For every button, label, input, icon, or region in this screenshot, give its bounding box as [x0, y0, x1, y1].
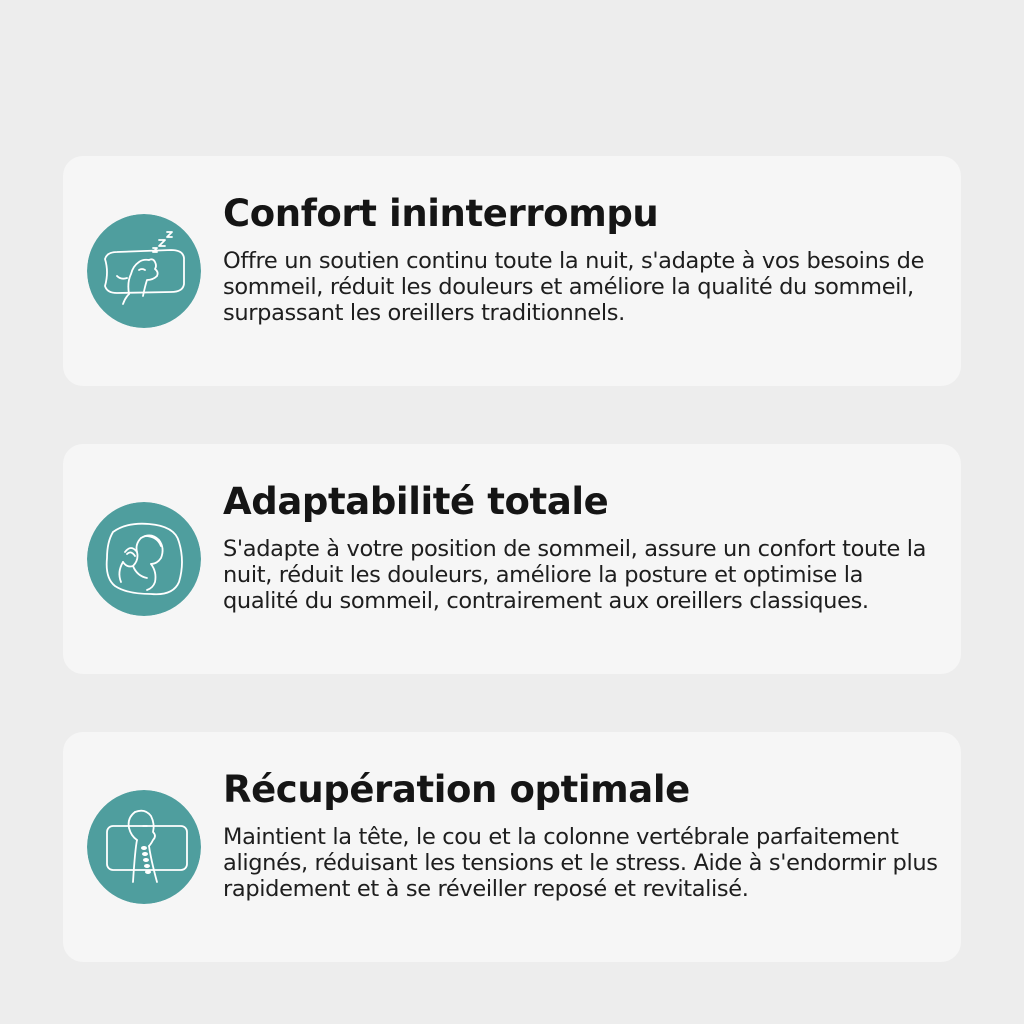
card-title: Adaptabilité totale — [223, 480, 609, 523]
feature-card-recuperation — [63, 732, 961, 962]
card-description: S'adapte à votre position de sommeil, assure un confort toute la nuit, réduit les douleurs, améliore la posture et optimise la qualité du sommeil, contrairement aux oreillers classiques. — [223, 536, 927, 614]
card-description: Maintient la tête, le cou et la colonne vertébrale parfaitement alignés, réduisant les tensions et le stress. Aide à s'endormir plus rapidement et à se réveiller reposé et revitalisé. — [223, 824, 938, 902]
sleeping-pillow-icon — [87, 214, 201, 328]
card-description: Offre un soutien continu toute la nuit, s'adapte à vos besoins de sommeil, réduit les douleurs et améliore la qualité du sommeil, surpassant les oreillers traditionnels. — [223, 248, 925, 326]
side-sleeper-icon — [87, 502, 201, 616]
card-title: Récupération optimale — [223, 768, 690, 811]
feature-card-adaptabilite — [63, 444, 961, 674]
feature-card-confort — [63, 156, 961, 386]
spine-alignment-icon — [87, 790, 201, 904]
card-title: Confort ininterrompu — [223, 192, 659, 235]
